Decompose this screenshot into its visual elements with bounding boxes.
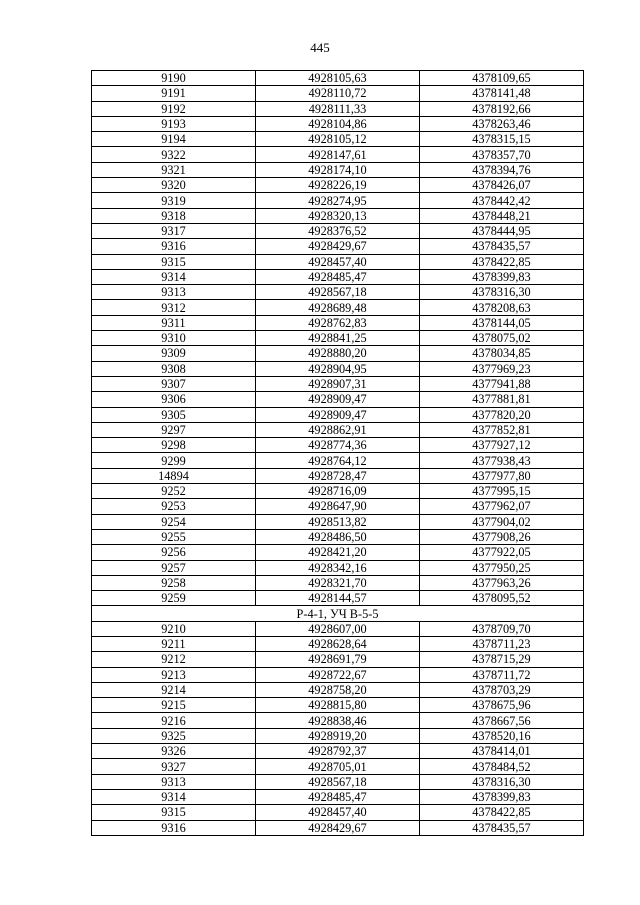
y-coordinate-cell: 4377950,25 <box>420 560 584 575</box>
table-row <box>92 376 584 391</box>
table-row <box>92 116 584 131</box>
table-row <box>92 529 584 544</box>
table-row <box>92 728 584 743</box>
y-coordinate-cell: 4378263,46 <box>420 116 584 131</box>
x-coordinate-cell: 4928716,09 <box>256 484 420 499</box>
x-coordinate-cell: 4928104,86 <box>256 116 420 131</box>
coordinates-table-body <box>92 71 584 836</box>
y-coordinate-cell: 4377977,80 <box>420 468 584 483</box>
table-row <box>92 193 584 208</box>
table-row <box>92 621 584 636</box>
coordinates-table <box>91 70 584 836</box>
point-number-cell: 9299 <box>92 453 256 468</box>
x-coordinate-cell: 4928105,12 <box>256 132 420 147</box>
point-number-cell: 9193 <box>92 116 256 131</box>
point-number-cell: 9308 <box>92 361 256 376</box>
y-coordinate-cell: 4378109,65 <box>420 71 584 86</box>
table-row <box>92 392 584 407</box>
page-number: 445 <box>310 40 330 55</box>
x-coordinate-cell: 4928144,57 <box>256 591 420 606</box>
y-coordinate-cell: 4378144,05 <box>420 315 584 330</box>
x-coordinate-cell: 4928147,61 <box>256 147 420 162</box>
point-number-cell: 9212 <box>92 652 256 667</box>
table-row <box>92 331 584 346</box>
x-coordinate-cell: 4928838,46 <box>256 713 420 728</box>
table-row <box>92 86 584 101</box>
point-number-cell: 9306 <box>92 392 256 407</box>
table-row <box>92 591 584 606</box>
x-coordinate-cell: 4928567,18 <box>256 774 420 789</box>
table-row <box>92 162 584 177</box>
point-number-cell: 9216 <box>92 713 256 728</box>
y-coordinate-cell: 4378394,76 <box>420 162 584 177</box>
y-coordinate-cell: 4377852,81 <box>420 422 584 437</box>
y-coordinate-cell: 4378444,95 <box>420 223 584 238</box>
point-number-cell: 9315 <box>92 805 256 820</box>
point-number-cell: 9327 <box>92 759 256 774</box>
x-coordinate-cell: 4928274,95 <box>256 193 420 208</box>
table-row <box>92 789 584 804</box>
point-number-cell: 9255 <box>92 529 256 544</box>
y-coordinate-cell: 4377908,26 <box>420 529 584 544</box>
point-number-cell: 9258 <box>92 575 256 590</box>
point-number-cell: 9320 <box>92 178 256 193</box>
x-coordinate-cell: 4928110,72 <box>256 86 420 101</box>
table-row <box>92 468 584 483</box>
y-coordinate-cell: 4378399,83 <box>420 789 584 804</box>
y-coordinate-cell: 4377963,26 <box>420 575 584 590</box>
point-number-cell: 9297 <box>92 422 256 437</box>
table-row <box>92 759 584 774</box>
point-number-cell: 9311 <box>92 315 256 330</box>
point-number-cell: 9314 <box>92 269 256 284</box>
x-coordinate-cell: 4928429,67 <box>256 820 420 835</box>
y-coordinate-cell: 4378316,30 <box>420 285 584 300</box>
x-coordinate-cell: 4928457,40 <box>256 805 420 820</box>
table-row <box>92 560 584 575</box>
point-number-cell: 9315 <box>92 254 256 269</box>
y-coordinate-cell: 4377922,05 <box>420 545 584 560</box>
y-coordinate-cell: 4378711,72 <box>420 667 584 682</box>
table-row <box>92 346 584 361</box>
y-coordinate-cell: 4377938,43 <box>420 453 584 468</box>
point-number-cell: 9254 <box>92 514 256 529</box>
point-number-cell: 9253 <box>92 499 256 514</box>
x-coordinate-cell: 4928691,79 <box>256 652 420 667</box>
table-row <box>92 545 584 560</box>
table-row <box>92 514 584 529</box>
x-coordinate-cell: 4928628,64 <box>256 636 420 651</box>
x-coordinate-cell: 4928815,80 <box>256 698 420 713</box>
point-number-cell: 9312 <box>92 300 256 315</box>
x-coordinate-cell: 4928485,47 <box>256 269 420 284</box>
point-number-cell: 9307 <box>92 376 256 391</box>
y-coordinate-cell: 4378520,16 <box>420 728 584 743</box>
x-coordinate-cell: 4928774,36 <box>256 438 420 453</box>
y-coordinate-cell: 4378703,29 <box>420 682 584 697</box>
x-coordinate-cell: 4928376,52 <box>256 223 420 238</box>
y-coordinate-cell: 4378667,56 <box>420 713 584 728</box>
x-coordinate-cell: 4928111,33 <box>256 101 420 116</box>
x-coordinate-cell: 4928762,83 <box>256 315 420 330</box>
table-row <box>92 744 584 759</box>
table-row <box>92 453 584 468</box>
x-coordinate-cell: 4928457,40 <box>256 254 420 269</box>
x-coordinate-cell: 4928105,63 <box>256 71 420 86</box>
point-number-cell: 9192 <box>92 101 256 116</box>
y-coordinate-cell: 4378711,23 <box>420 636 584 651</box>
point-number-cell: 9190 <box>92 71 256 86</box>
point-number-cell: 9252 <box>92 484 256 499</box>
table-row <box>92 101 584 116</box>
table-row <box>92 132 584 147</box>
point-number-cell: 9318 <box>92 208 256 223</box>
table-row <box>92 698 584 713</box>
x-coordinate-cell: 4928421,20 <box>256 545 420 560</box>
table-row <box>92 407 584 422</box>
x-coordinate-cell: 4928758,20 <box>256 682 420 697</box>
table-row <box>92 484 584 499</box>
y-coordinate-cell: 4377941,88 <box>420 376 584 391</box>
table-row <box>92 269 584 284</box>
point-number-cell: 9313 <box>92 285 256 300</box>
y-coordinate-cell: 4378422,85 <box>420 805 584 820</box>
y-coordinate-cell: 4377881,81 <box>420 392 584 407</box>
y-coordinate-cell: 4378208,63 <box>420 300 584 315</box>
table-row <box>92 713 584 728</box>
y-coordinate-cell: 4378426,07 <box>420 178 584 193</box>
y-coordinate-cell: 4378709,70 <box>420 621 584 636</box>
table-row <box>92 422 584 437</box>
table-row <box>92 315 584 330</box>
x-coordinate-cell: 4928880,20 <box>256 346 420 361</box>
x-coordinate-cell: 4928919,20 <box>256 728 420 743</box>
y-coordinate-cell: 4378141,48 <box>420 86 584 101</box>
table-row <box>92 636 584 651</box>
y-coordinate-cell: 4378399,83 <box>420 269 584 284</box>
point-number-cell: 9316 <box>92 820 256 835</box>
table-row <box>92 285 584 300</box>
table-row <box>92 254 584 269</box>
point-number-cell: 9215 <box>92 698 256 713</box>
point-number-cell: 9326 <box>92 744 256 759</box>
point-number-cell: 9256 <box>92 545 256 560</box>
point-number-cell: 9191 <box>92 86 256 101</box>
section-header-row <box>92 606 584 621</box>
y-coordinate-cell: 4378422,85 <box>420 254 584 269</box>
y-coordinate-cell: 4378192,66 <box>420 101 584 116</box>
point-number-cell: 9317 <box>92 223 256 238</box>
point-number-cell: 9210 <box>92 621 256 636</box>
point-number-cell: 9259 <box>92 591 256 606</box>
point-number-cell: 9213 <box>92 667 256 682</box>
table-row <box>92 499 584 514</box>
point-number-cell: 9211 <box>92 636 256 651</box>
section-title: Р-4-1, УЧ В-5-5 <box>92 606 584 621</box>
point-number-cell: 9321 <box>92 162 256 177</box>
table-row <box>92 223 584 238</box>
x-coordinate-cell: 4928321,70 <box>256 575 420 590</box>
table-row <box>92 71 584 86</box>
y-coordinate-cell: 4378075,02 <box>420 331 584 346</box>
table-row <box>92 361 584 376</box>
y-coordinate-cell: 4377995,15 <box>420 484 584 499</box>
x-coordinate-cell: 4928607,00 <box>256 621 420 636</box>
point-number-cell: 9322 <box>92 147 256 162</box>
x-coordinate-cell: 4928486,50 <box>256 529 420 544</box>
y-coordinate-cell: 4378715,29 <box>420 652 584 667</box>
y-coordinate-cell: 4377969,23 <box>420 361 584 376</box>
x-coordinate-cell: 4928904,95 <box>256 361 420 376</box>
y-coordinate-cell: 4377904,02 <box>420 514 584 529</box>
x-coordinate-cell: 4928647,90 <box>256 499 420 514</box>
y-coordinate-cell: 4377927,12 <box>420 438 584 453</box>
x-coordinate-cell: 4928485,47 <box>256 789 420 804</box>
table-row <box>92 239 584 254</box>
x-coordinate-cell: 4928841,25 <box>256 331 420 346</box>
table-row <box>92 820 584 835</box>
point-number-cell: 9309 <box>92 346 256 361</box>
y-coordinate-cell: 4378414,01 <box>420 744 584 759</box>
y-coordinate-cell: 4378095,52 <box>420 591 584 606</box>
table-row <box>92 147 584 162</box>
table-row <box>92 774 584 789</box>
y-coordinate-cell: 4378448,21 <box>420 208 584 223</box>
x-coordinate-cell: 4928705,01 <box>256 759 420 774</box>
y-coordinate-cell: 4377820,20 <box>420 407 584 422</box>
x-coordinate-cell: 4928320,13 <box>256 208 420 223</box>
point-number-cell: 9313 <box>92 774 256 789</box>
point-number-cell: 9316 <box>92 239 256 254</box>
y-coordinate-cell: 4378034,85 <box>420 346 584 361</box>
table-row <box>92 805 584 820</box>
x-coordinate-cell: 4928722,67 <box>256 667 420 682</box>
y-coordinate-cell: 4378357,70 <box>420 147 584 162</box>
y-coordinate-cell: 4378435,57 <box>420 239 584 254</box>
x-coordinate-cell: 4928567,18 <box>256 285 420 300</box>
table-row <box>92 300 584 315</box>
point-number-cell: 9314 <box>92 789 256 804</box>
point-number-cell: 9319 <box>92 193 256 208</box>
y-coordinate-cell: 4378675,96 <box>420 698 584 713</box>
x-coordinate-cell: 4928513,82 <box>256 514 420 529</box>
point-number-cell: 9214 <box>92 682 256 697</box>
table-row <box>92 667 584 682</box>
point-number-cell: 9194 <box>92 132 256 147</box>
x-coordinate-cell: 4928862,91 <box>256 422 420 437</box>
table-row <box>92 682 584 697</box>
table-row <box>92 438 584 453</box>
x-coordinate-cell: 4928429,67 <box>256 239 420 254</box>
x-coordinate-cell: 4928792,37 <box>256 744 420 759</box>
point-number-cell: 14894 <box>92 468 256 483</box>
point-number-cell: 9305 <box>92 407 256 422</box>
x-coordinate-cell: 4928342,16 <box>256 560 420 575</box>
x-coordinate-cell: 4928909,47 <box>256 407 420 422</box>
y-coordinate-cell: 4378435,57 <box>420 820 584 835</box>
y-coordinate-cell: 4378484,52 <box>420 759 584 774</box>
table-row <box>92 575 584 590</box>
x-coordinate-cell: 4928174,10 <box>256 162 420 177</box>
y-coordinate-cell: 4378315,15 <box>420 132 584 147</box>
y-coordinate-cell: 4377962,07 <box>420 499 584 514</box>
x-coordinate-cell: 4928689,48 <box>256 300 420 315</box>
table-row <box>92 178 584 193</box>
x-coordinate-cell: 4928909,47 <box>256 392 420 407</box>
point-number-cell: 9325 <box>92 728 256 743</box>
point-number-cell: 9298 <box>92 438 256 453</box>
x-coordinate-cell: 4928728,47 <box>256 468 420 483</box>
table-row <box>92 208 584 223</box>
point-number-cell: 9257 <box>92 560 256 575</box>
y-coordinate-cell: 4378442,42 <box>420 193 584 208</box>
x-coordinate-cell: 4928764,12 <box>256 453 420 468</box>
x-coordinate-cell: 4928907,31 <box>256 376 420 391</box>
x-coordinate-cell: 4928226,19 <box>256 178 420 193</box>
table-row <box>92 652 584 667</box>
y-coordinate-cell: 4378316,30 <box>420 774 584 789</box>
point-number-cell: 9310 <box>92 331 256 346</box>
